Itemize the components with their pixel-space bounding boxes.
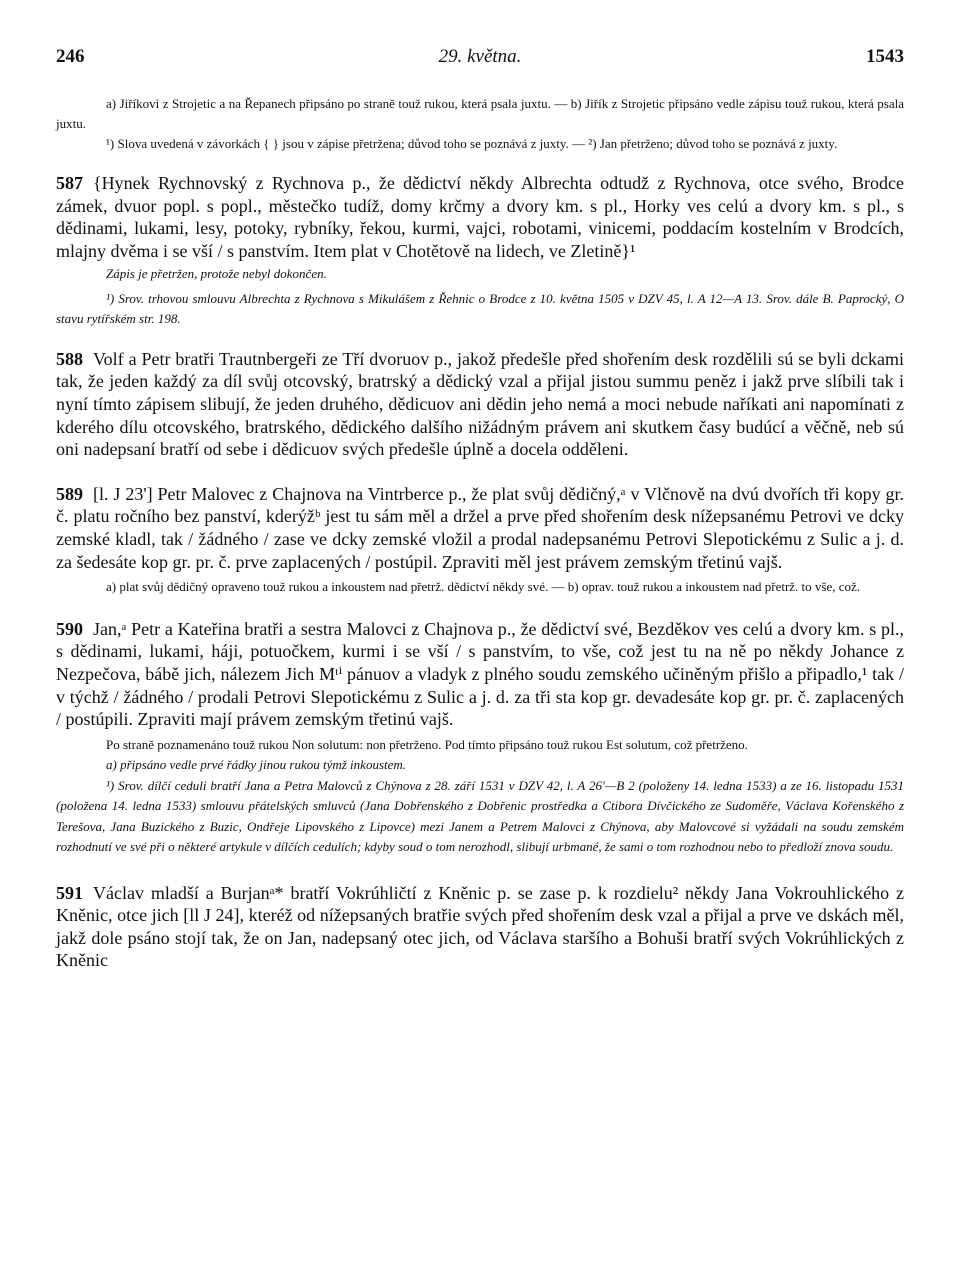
entry-587: [56, 172, 904, 262]
page-date: 29. května.: [438, 46, 522, 67]
entry-note: a) plat svůj dědičný opraveno touž rukou a inkoustem nad přetrž. dědictví někdy své. — b) oprav. touž rukou a inkoustem nad přetrž. to vše, což.: [106, 579, 861, 595]
entry-note: a) připsáno vedle prvé řádky jinou rukou týmž inkoustem.: [106, 757, 407, 773]
entry-text: Jan,ᵃ Petr a Kateřina bratři a sestra Malovci z Chajnova p., že dědictví své, Bezděkov ves celú a dvory km. s pl., s dědinami, lukami, háji, potuočkem, kurmi i se vší / s panstvím, to vše, což jest tu na ně po někdy Johance z Nezpečova, bábě jich, nálezem Jich Mᵗⁱ pánuov a vladyk z plného soudu zemského učiněným přišlo a připadlo,¹ tak / v týchž / žádného / prodali Petrovi Slepotickému z Sulic a j. d. za tři sta kop gr. devadesáte kop gr. pr. č. zaplacených / postúpili. Zpraviti mají právem zemským třetinú vajš.: [56, 618, 904, 730]
entry-589: [56, 483, 904, 573]
entry-number: 587: [56, 173, 83, 193]
top-notes: [56, 94, 904, 154]
entry-number: 590: [56, 618, 83, 639]
entry-text: {Hynek Rychnovský z Rychnova p., že dědictví někdy Albrechta odtudž z Rychnova, otce svého, Brodce zámek, dvuor popl. s popl., městečko tudíž, domy krčmy a dvory km. s pl., Horky ves celú a dvory km. s pl., s dědinami, lukami, lesy, potoky, rybníky, řekou, kurmi, vajci, robotami, vinicemi, poddacím kostelním v Brodcích, mlajny dvěma i se vší / s panstvím. Item plat v Chotětově na lidech, ve Zletině}¹: [56, 173, 904, 261]
entry-text: Volf a Petr bratři Trautnbergeři ze Tří dvoruov p., jakož předešle před shořením desk rozdělili sú se byli dckami tak, že jeden každý za díl svůj otcovský, bratrský a dědický vzal a přijal jistou summu peněz i jakž prve slíbili tak i nyní tímto zápisem slibují, že jeden druhého, dědicuov ani dědin jeho nemá a moci nebude naříkati ani napomínati z kderého dílu otcovského, bratrského, dědického dalšího nižádným právem ani skutkem časy budúcí a věčně, neb sú oni nadepsaní bratří od sebe i dědicuov svých předešle úplně a docela odděleni.: [56, 348, 904, 460]
entry-number: 588: [56, 348, 83, 369]
entry-588: [56, 348, 904, 461]
entry-footnote: ¹) Srov. dílčí ceduli bratří Jana a Petra Malovců z Chýnova z 28. září 1531 v DZV 42, l. A 26'—B 2 (položeny 14. ledna 1533) a ze 16. listopadu 1531 (položena 14. ledna 1533) smlouvu přátelských smluvců (Jana Dobřenského z Dobřenic prostředka a Ctibora Dívčického ze Sudoměře, Václava Kořenského z Terešova, Jana Buzického z Buzic, Ondřeje Lipovského z Lipovce) mezi Janem a Petrem Malovci z Chýnova, aby Malovcové si vyžádali na soudu zemském rozhodnutí ve své při o některé artykule v dílčích cedulích; kdyby soud o tom nerozhodl, slibují urbmané, že sami o tom rozhodnou nebo to předloží znova soudu.: [56, 777, 904, 855]
entry-text: Václav mladší a Burjanᵃ* bratří Vokrúhličtí z Kněnic p. se zase p. k rozdielu² někdy Jana Vokrouhlického z Kněnic, otce jich [ll J 24], kteréž od nížepsaných bratřie svých před shořením desk vzal a přijal a prve ve dskách měl, jakž dole psáno stojí tak, že on Jan, nadepsaný otec jich, od Václava staršího a Bohuši bratří svých Vokrúhlických z Kněnic: [56, 882, 904, 971]
entry-note: Po straně poznamenáno touž rukou Non solutum: non přetrženo. Pod tímto připsáno touž rukou Est solutum, což přetrženo.: [106, 736, 748, 752]
entry-note: Zápis je přetržen, protože nebyl dokončen.: [106, 266, 327, 282]
entry-text: [l. J 23'] Petr Malovec z Chajnova na Vintrberce p., že plat svůj dědičný,ᵃ v Vlčnově na dvú dvořích tři kopy gr. č. platu ročního bez panství, kderýžᵇ jest tu sám měl a držel a prve před shořením desk nížepsanému Petrovi ve dcky zemské kladl, tak / žádného / zase ve dcky zemské vložil a prodal nadepsanému Petrovi Slepotickému z Sulic a j. d. za šedesáte kop gr. pr. č. prve zaplacených / postúpil. Zpraviti měl jest právem zemským třetinú vajš.: [56, 483, 904, 572]
document-page: [56, 38, 904, 972]
page-header: [56, 38, 904, 74]
entry-591: [56, 882, 904, 972]
entry-590: [56, 618, 904, 731]
entry-number: 591: [56, 882, 83, 903]
note-1: ¹) Slova uvedená v závorkách { } jsou v zápise přetržena; důvod toho se poznává z juxty. — ²) Jan přetrženo; důvod toho se poznává z juxty.: [106, 136, 838, 151]
entry-number: 589: [56, 483, 83, 504]
page-number: 246: [56, 46, 85, 67]
entry-footnote: ¹) Srov. trhovou smlouvu Albrechta z Rychnova s Mikulášem z Řehnic o Brodce z 10. května 1505 v DZV 45, l. A 12—A 13. Srov. dále B. Paprocký, O stavu rytířském str. 198.: [56, 290, 904, 327]
page-year: 1543: [866, 46, 904, 67]
note-a: a) Jiříkovi z Strojetic a na Řepanech připsáno po straně touž rukou, která psala juxtu. — b) Jiřík z Strojetic připsáno vedle zápisu touž rukou, která psala juxtu.: [56, 96, 904, 131]
